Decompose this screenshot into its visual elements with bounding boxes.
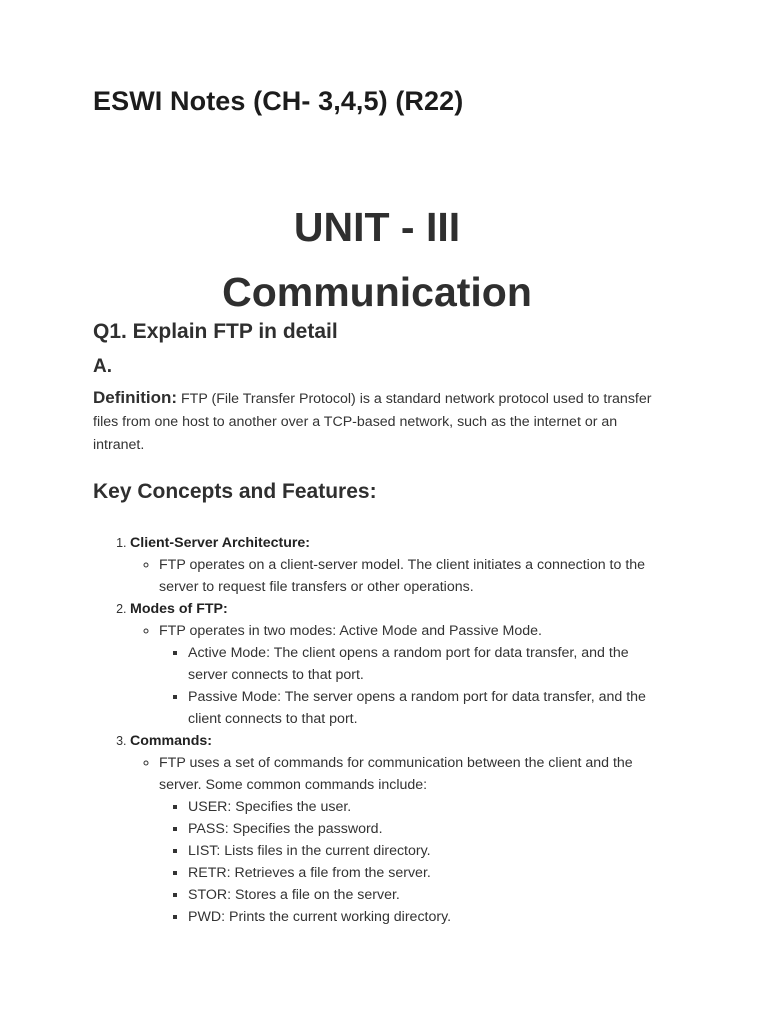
- unit-number: UNIT - III: [293, 204, 461, 250]
- command-item: ▪ LIST: Lists files in the current directory.: [188, 840, 668, 862]
- feature-points: [130, 620, 668, 730]
- command-item: ▪ PWD: Prints the current working directory.: [188, 906, 668, 928]
- definition-text: FTP (File Transfer Protocol) is a standard network protocol used to transfer files from one host to another over a TCP-based network, such as the internet or an intranet.: [93, 391, 652, 453]
- question-heading: Q1. Explain FTP in detail: [93, 320, 338, 343]
- answer-label: A.: [93, 356, 112, 377]
- features-list-container: [93, 532, 668, 928]
- feature-title: Client-Server Architecture:: [130, 535, 311, 551]
- command-item: ▪ STOR: Stores a file on the server.: [188, 884, 668, 906]
- feature-subpoints: [159, 796, 668, 928]
- command-item: ▪ PASS: Specifies the password.: [188, 818, 668, 840]
- feature-point: [159, 752, 668, 928]
- feature-point-text: FTP uses a set of commands for communication between the client and the server. Some common commands include:: [159, 755, 633, 793]
- feature-point: ◦ FTP operates on a client-server model. The client initiates a connection to the server to request file transfers or other operations.: [159, 554, 668, 598]
- definition-paragraph: [93, 386, 668, 457]
- command-item: ▪ RETR: Retrieves a file from the server.: [188, 862, 668, 884]
- feature-title: Modes of FTP:: [130, 601, 228, 617]
- feature-point: [159, 620, 668, 730]
- document-title: ESWI Notes (CH- 3,4,5) (R22): [93, 86, 464, 116]
- feature-subpoints: [159, 642, 668, 730]
- feature-item: [130, 730, 668, 928]
- features-list: [93, 532, 668, 928]
- feature-subpoint: ▪ Active Mode: The client opens a random port for data transfer, and the server connects to that port.: [188, 642, 668, 686]
- unit-title: Communication: [222, 269, 532, 315]
- feature-title: Commands:: [130, 733, 212, 749]
- unit-heading: [93, 195, 661, 325]
- feature-item: [130, 532, 668, 598]
- feature-subpoint: ▪ Passive Mode: The server opens a random port for data transfer, and the client connects to that port.: [188, 686, 668, 730]
- feature-item: [130, 598, 668, 730]
- feature-points: [130, 554, 668, 598]
- key-concepts-heading: Key Concepts and Features:: [93, 480, 377, 503]
- definition-label: Definition:: [93, 388, 178, 407]
- feature-points: [130, 752, 668, 928]
- command-item: ▪ USER: Specifies the user.: [188, 796, 668, 818]
- feature-point-text: FTP operates in two modes: Active Mode and Passive Mode.: [159, 623, 542, 639]
